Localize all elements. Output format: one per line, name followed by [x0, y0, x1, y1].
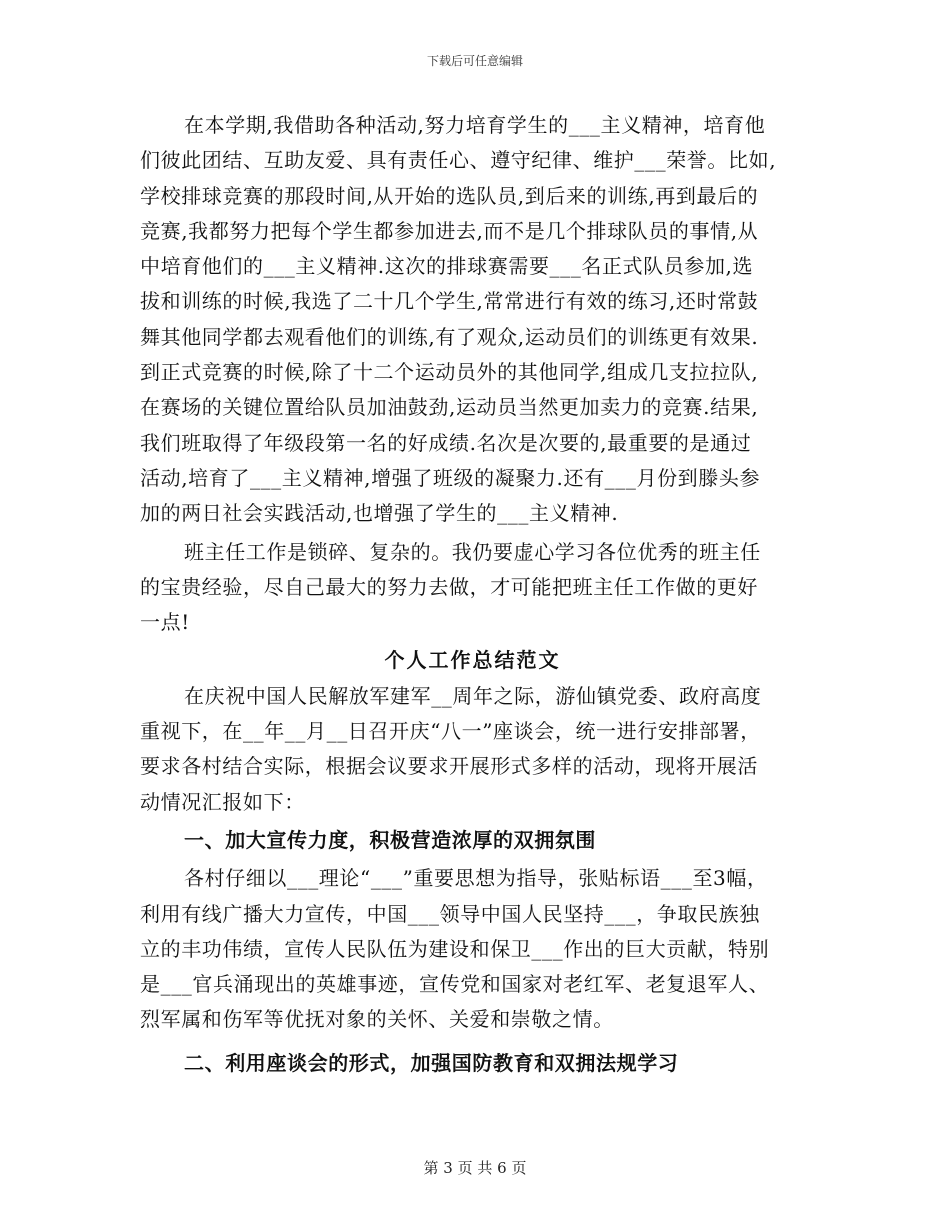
text-line: 竞赛,我都努力把每个学生都参加进去,而不是几个排球队员的事情,从 — [140, 218, 759, 243]
text-line: 加的两日社会实践活动,也增强了学生的___主义精神. — [140, 501, 619, 526]
page-header: 下载后可任意编辑 — [426, 54, 523, 68]
text-line: 一点! — [140, 610, 190, 635]
text-line: 班主任工作是锁碎、复杂的。我仍要虚心学习各位优秀的班主任 — [184, 539, 761, 564]
text-line: 在本学期,我借助各种活动,努力培育学生的___主义精神，培育他 — [184, 113, 766, 137]
section-title: 个人工作总结范文 — [384, 648, 561, 673]
subheading-symposium: 二、利用座谈会的形式，加强国防教育和双拥法规学习 — [184, 1050, 679, 1075]
text-line: 利用有线广播大力宣传，中国___领导中国人民坚持___，争取民族独 — [140, 901, 760, 926]
text-line: 们彼此团结、互助友爱、具有责任心、遵守纪律、维护___荣誉。比如, — [140, 148, 777, 173]
text-line: 活动,培育了___主义精神,增强了班级的凝聚力.还有___月份到滕头参 — [140, 465, 761, 490]
paragraph-intro — [140, 679, 805, 820]
text-line: 立的丰功伟绩，宣传人民队伍为建设和保卫___作出的巨大贡献，特别 — [140, 936, 770, 961]
text-line: 到正式竞赛的时候,除了十二个运动员外的其他同学,组成几支拉拉队, — [140, 360, 759, 385]
paragraph-class-activities — [140, 108, 805, 532]
text-line: 重视下，在__年__月__日召开庆“八一”座谈会，统一进行安排部署， — [140, 719, 761, 744]
text-line: 舞其他同学都去观看他们的训练,有了观众,运动员们的训练更有效果. — [140, 324, 759, 349]
text-line: 动情况汇报如下： — [140, 789, 305, 814]
paragraph-teacher-work — [140, 535, 805, 641]
text-line: 各村仔细以___理论“___”重要思想为指导，张贴标语___至3幅， — [184, 866, 768, 891]
text-line: 是___官兵涌现出的英雄事迹，宣传党和国家对老红军、老复退军人、 — [140, 972, 770, 997]
text-line: 拔和训练的时候,我选了二十几个学生,常常进行有效的练习,还时常鼓 — [140, 289, 759, 314]
text-line: 烈军属和伤军等优抚对象的关怀、关爱和崇敬之情。 — [140, 1007, 614, 1032]
subheading-publicity: 一、加大宣传力度，积极营造浓厚的双拥氛围 — [184, 827, 596, 852]
paragraph-publicity — [140, 861, 805, 1037]
text-line: 在庆祝中国人民解放军建军__周年之际，游仙镇党委、政府高度 — [184, 683, 762, 708]
text-line: 学校排球竞赛的那段时间,从开始的选队员,到后来的训练,再到最后的 — [140, 183, 759, 208]
document-body — [140, 108, 805, 1081]
text-line: 的宝贵经验，尽自己最大的努力去做，才可能把班主任工作做的更好 — [140, 574, 758, 599]
text-line: 中培育他们的___主义精神.这次的排球赛需要___名正式队员参加,选 — [140, 254, 754, 279]
text-line: 要求各村结合实际，根据会议要求开展形式多样的活动，现将开展活 — [140, 754, 758, 779]
page-footer: 第 3 页 共 6 页 — [423, 1159, 527, 1177]
text-line: 在赛场的关键位置给队员加油鼓劲,运动员当然更加卖力的竞赛.结果, — [140, 395, 759, 420]
text-line: 我们班取得了年级段第一名的好成绩.名次是次要的,最重要的是通过 — [140, 430, 752, 455]
